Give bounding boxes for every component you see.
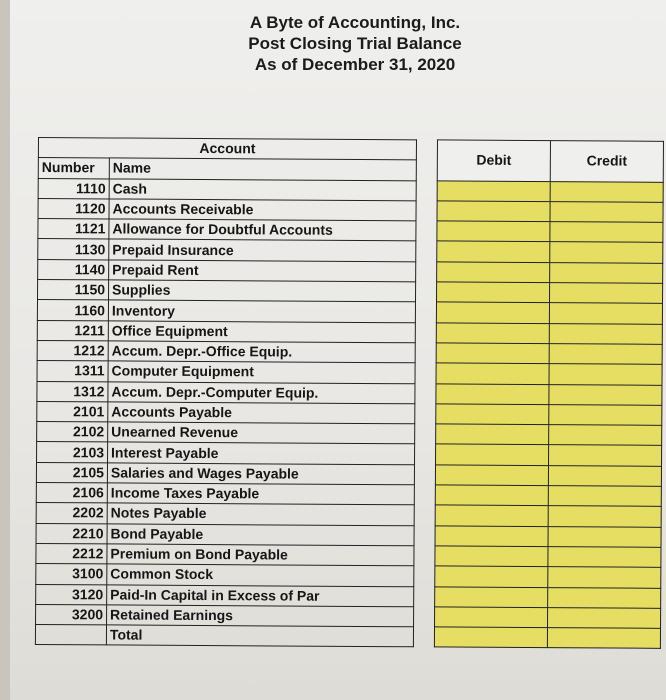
credit-input-cell[interactable] [548,607,661,628]
credit-input-cell[interactable] [549,303,662,324]
debit-input-cell[interactable] [437,241,550,262]
account-name: Unearned Revenue [108,422,415,444]
account-name: Salaries and Wages Payable [107,463,414,485]
account-number: 1120 [38,198,109,219]
credit-input-cell[interactable] [548,486,661,507]
debit-input-cell[interactable] [437,201,550,222]
account-number: 3200 [36,604,107,625]
debit-input-cell[interactable] [435,485,548,506]
table-row [35,625,660,649]
debit-input-cell[interactable] [436,302,549,323]
credit-input-cell[interactable] [548,465,661,486]
account-number: 1311 [37,361,108,382]
debit-input-cell[interactable] [436,363,549,384]
account-number: 2202 [36,503,107,524]
report-header [190,12,520,75]
account-number: 1110 [38,178,109,199]
account-number: 2101 [37,401,108,422]
account-name: Inventory [108,300,415,322]
debit-input-cell[interactable] [437,262,550,283]
credit-input-cell[interactable] [548,526,661,547]
debit-input-cell[interactable] [436,282,549,303]
account-name: Bond Payable [107,524,414,546]
account-number [35,625,106,646]
credit-input-cell[interactable] [550,262,663,283]
account-name: Common Stock [107,564,414,586]
account-number: 1211 [37,320,108,341]
account-name: Accounts Receivable [109,199,416,221]
credit-input-cell[interactable] [549,425,662,446]
credit-input-cell[interactable] [549,364,662,385]
account-number: 1140 [38,259,109,280]
debit-input-cell[interactable] [437,181,550,202]
worksheet-page [10,0,666,700]
credit-header: Credit [550,141,663,182]
account-group-header: Account [38,138,416,161]
account-number: 3100 [36,564,107,585]
account-name: Prepaid Insurance [109,239,416,261]
name-column-header: Name [109,158,416,180]
debit-input-cell[interactable] [434,627,547,648]
credit-input-cell[interactable] [550,202,663,223]
account-name: Total [106,625,413,647]
company-name: A Byte of Accounting, Inc. [249,13,461,32]
credit-input-cell[interactable] [548,567,661,588]
account-number: 1212 [37,340,108,361]
debit-header: Debit [437,140,550,181]
account-name: Income Taxes Payable [107,483,414,505]
account-name: Allowance for Doubtful Accounts [109,219,416,241]
debit-input-cell[interactable] [435,566,548,587]
account-number: 2210 [36,523,107,544]
account-name: Accum. Depr.-Office Equip. [108,341,415,363]
account-name: Computer Equipment [108,361,415,383]
credit-input-cell[interactable] [549,283,662,304]
credit-input-cell[interactable] [550,181,663,202]
report-date: As of December 31, 2020 [254,55,456,74]
account-name: Supplies [109,280,416,302]
account-number: 2102 [37,422,108,443]
account-name: Office Equipment [108,321,415,343]
credit-input-cell[interactable] [548,506,661,527]
credit-input-cell[interactable] [549,384,662,405]
debit-input-cell[interactable] [436,424,549,445]
account-name: Prepaid Rent [109,260,416,282]
credit-input-cell[interactable] [549,445,662,466]
account-number: 1312 [37,381,108,402]
account-number: 3120 [36,584,107,605]
credit-input-cell[interactable] [548,587,661,608]
account-name: Accum. Depr.-Computer Equip. [108,381,415,403]
debit-input-cell[interactable] [435,607,548,628]
account-number: 1121 [38,219,109,240]
account-name: Accounts Payable [108,402,415,424]
debit-input-cell[interactable] [435,586,548,607]
debit-input-cell[interactable] [436,323,549,344]
debit-input-cell[interactable] [436,444,549,465]
debit-input-cell[interactable] [437,221,550,242]
credit-input-cell[interactable] [550,222,663,243]
trial-balance-table [35,137,664,649]
account-name: Retained Earnings [107,605,414,627]
account-number: 2105 [36,462,107,483]
debit-input-cell[interactable] [435,526,548,547]
credit-input-cell[interactable] [549,323,662,344]
report-title: Post Closing Trial Balance [248,34,462,53]
account-number: 1160 [37,300,108,321]
debit-input-cell[interactable] [435,546,548,567]
account-name: Paid-In Capital in Excess of Par [107,584,414,606]
debit-input-cell[interactable] [436,343,549,364]
account-name: Interest Payable [108,442,415,464]
account-name: Cash [109,179,416,201]
credit-input-cell[interactable] [549,344,662,365]
account-number: 2106 [36,483,107,504]
credit-input-cell[interactable] [548,547,661,568]
debit-input-cell[interactable] [435,465,548,486]
account-number: 1150 [38,280,109,301]
account-number: 2212 [36,543,107,564]
account-name: Notes Payable [107,503,414,525]
credit-input-cell[interactable] [550,242,663,263]
number-column-header: Number [38,158,109,179]
credit-input-cell[interactable] [549,404,662,425]
account-name: Premium on Bond Payable [107,544,414,566]
debit-input-cell[interactable] [435,505,548,526]
credit-input-cell[interactable] [547,628,660,649]
debit-input-cell[interactable] [436,383,549,404]
account-number: 1130 [38,239,109,260]
account-number: 2103 [37,442,108,463]
debit-input-cell[interactable] [436,404,549,425]
